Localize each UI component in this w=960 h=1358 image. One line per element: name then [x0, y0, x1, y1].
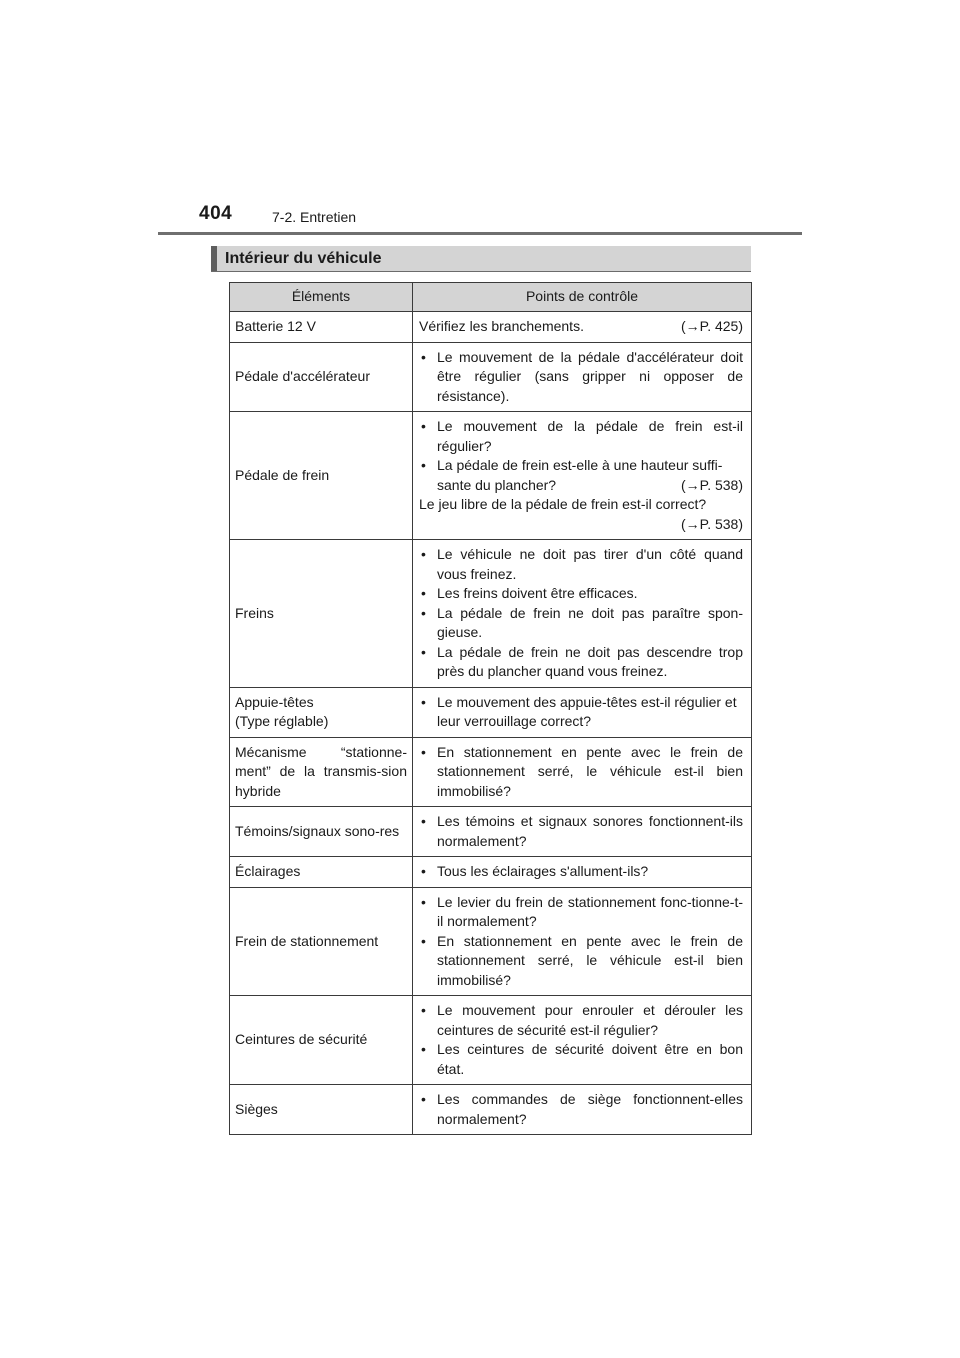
- item-cell: Ceintures de sécurité: [230, 996, 413, 1085]
- page-ref: (→P. 538): [681, 515, 743, 532]
- check-line: [419, 317, 743, 337]
- points-cell: [413, 807, 752, 857]
- points-cell: [413, 342, 752, 412]
- check-bullet: • Le levier du frein de stationnement fonc-tionne-t-il normalement?: [419, 893, 743, 932]
- check-bullet: • En stationnement en pente avec le frein de stationnement serré, le véhicule est-il bien immobilisé?: [419, 932, 743, 991]
- item-cell: Témoins/signaux sono-res: [230, 807, 413, 857]
- check-bullet: • Tous les éclairages s'allument-ils?: [419, 862, 743, 882]
- item-cell: Éclairages: [230, 857, 413, 888]
- check-bullet: • Le mouvement des appuie-têtes est-il régulier et leur verrouillage correct?: [419, 693, 743, 732]
- check-bullet: • Le véhicule ne doit pas tirer d'un côté quand vous freinez.: [419, 545, 743, 584]
- item-cell: Sièges: [230, 1085, 413, 1135]
- table-row: [230, 412, 752, 540]
- table-row: [230, 1085, 752, 1135]
- page-ref: (→P. 425): [681, 318, 743, 334]
- points-cell: [413, 412, 752, 540]
- page-ref: (→P. 538): [681, 476, 743, 493]
- table-row: [230, 996, 752, 1085]
- check-bullet: • La pédale de frein ne doit pas descendre trop près du plancher quand vous freinez.: [419, 643, 743, 682]
- points-cell: [413, 737, 752, 807]
- inspection-table: [229, 282, 752, 1135]
- item-sublabel: (Type réglable): [235, 713, 329, 729]
- item-cell: Pédale d'accélérateur: [230, 342, 413, 412]
- table-row: [230, 887, 752, 996]
- check-bullet: • Le mouvement de la pédale de frein est-il régulier?: [419, 417, 743, 456]
- bullet-text-tail: sante du plancher?: [437, 476, 557, 493]
- check-bullet: [419, 456, 743, 495]
- bullet-ref-line: [437, 476, 743, 496]
- points-cell: [413, 687, 752, 737]
- section-title-bar: [211, 246, 751, 272]
- item-cell: Batterie 12 V: [230, 312, 413, 343]
- points-cell: [413, 1085, 752, 1135]
- bullet-text-lead: • La pédale de frein est-elle à une hauteur suffi-: [437, 457, 723, 473]
- check-bullet: • En stationnement en pente avec le frein de stationnement serré, le véhicule est-il bien immobilisé?: [419, 743, 743, 802]
- page-number: 404: [199, 203, 233, 224]
- check-bullet: • Le mouvement pour enrouler et dérouler les ceintures de sécurité est-il régulier?: [419, 1001, 743, 1040]
- section-label: 7-2. Entretien: [272, 209, 357, 225]
- title-accent: [211, 246, 217, 271]
- table-row: [230, 312, 752, 343]
- item-cell: [230, 687, 413, 737]
- check-bullet: • La pédale de frein ne doit pas paraître spon-gieuse.: [419, 604, 743, 643]
- check-note: Le jeu libre de la pédale de frein est-il correct?: [419, 496, 707, 512]
- check-bullet: • Les témoins et signaux sonores fonctionnent-ils normalement?: [419, 812, 743, 851]
- table-row: [230, 737, 752, 807]
- points-cell: [413, 887, 752, 996]
- check-bullet: • Les commandes de siège fonctionnent-elles normalement?: [419, 1090, 743, 1129]
- header-rule: [158, 232, 802, 235]
- table-row: [230, 540, 752, 688]
- check-bullet: • Le mouvement de la pédale d'accélérateur doit être régulier (sans gripper ni opposer de résistance).: [419, 348, 743, 407]
- check-bullet: • Les ceintures de sécurité doivent être en bon état.: [419, 1040, 743, 1079]
- table-row: [230, 687, 752, 737]
- points-cell: [413, 857, 752, 888]
- item-label: Appuie-têtes: [235, 693, 314, 710]
- item-cell: Mécanisme “stationne-ment” de la transmis-sion hybride: [230, 737, 413, 807]
- table-row: [230, 342, 752, 412]
- points-cell: [413, 996, 752, 1085]
- column-header-items: Éléments: [230, 283, 413, 312]
- column-header-points: Points de contrôle: [413, 283, 752, 312]
- item-cell: Freins: [230, 540, 413, 688]
- check-text: Vérifiez les branchements.: [419, 318, 584, 334]
- points-cell: [413, 312, 752, 343]
- points-cell: [413, 540, 752, 688]
- check-bullet: • Les freins doivent être efficaces.: [419, 584, 743, 604]
- table-row: [230, 807, 752, 857]
- item-cell: Frein de stationnement: [230, 887, 413, 996]
- section-title: Intérieur du véhicule: [225, 250, 382, 267]
- table-header-row: [230, 283, 752, 312]
- table-row: [230, 857, 752, 888]
- item-cell: Pédale de frein: [230, 412, 413, 540]
